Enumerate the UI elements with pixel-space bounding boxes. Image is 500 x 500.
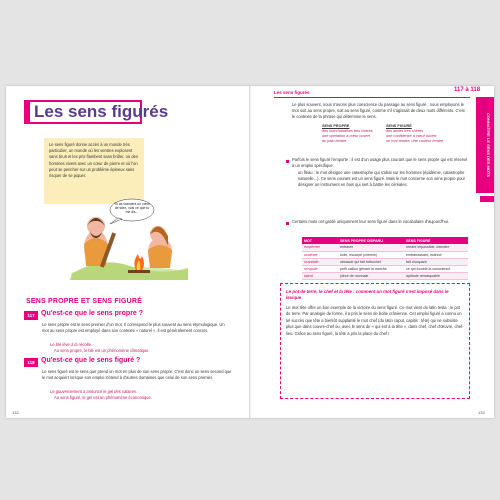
info-box-title: Le pot de terre, le chef et la tête : comment un mot figuré s'est imposé dans le lexique [286,289,449,300]
table-cell: rendre impossible, interdire [404,244,468,251]
section-range: 117 à 118 [454,87,481,93]
mini-cell: une opération à cœur ouvert [322,134,370,138]
table-cell: talent [302,272,338,279]
example-117: Le blé lève à la récolte. [50,342,93,347]
example-note-117: Au sens propre, le blé est un phénomène climatique. [54,348,150,353]
table-cell: scrupule [302,265,338,272]
intro-box: Le sens figuré donne accès à un monde très particulier, un monde où les ventres explosent sans bruit et les prix flambent sans brûler, où des hommes vivent avec un cœur de pierre et où l'on peut se pencher sur un problème épineux sans risquer de se piquer. [44,138,144,204]
table-cell: entraver [338,244,404,251]
table-cell: fait choquant [404,258,468,265]
mini-head-figurative: SENS FIGURÉ [386,124,412,128]
table-cell: empêcher [302,244,338,251]
mini-cell: une confidence à cœur ouvert [386,134,437,138]
paragraph-1: Le plus souvent, nous n'avons plus conscience du passage au sens figuré : nous employons le mot soit au sens propre, soit au sens figuré, comme s'il s'agissait de deux mots différents. C'est le contexte de la phrase qui détermine le sens. [292,102,465,119]
table-row [302,251,468,258]
paragraph-3: Certains mots ont gardé uniquement leur sens figuré dans le vocabulaire d'aujourd'hui. [292,219,449,224]
mini-cell: un mot tendre, une couleur tendre [386,139,444,143]
bullet-marker [286,160,289,163]
table-cell: embarrassant, indirect [404,251,468,258]
table-cell: petit caillou gênant la marche [338,265,404,272]
question-number-118: 118 [24,358,38,367]
table-cell: ce qui trouble la conscience [404,265,468,272]
info-box-text: Le mot tête offre un bon exemple de la victoire du sens figuré. Ce mot vient du latin testa : le pot de terre. Par analogie de forme, il a pris le sens de boîte crânienne. Cet emploi figuré a connu un tel succès que tête a bientôt supplanté le mot chef (du latin caput, capitis : tête) qui ne subsiste plus que dans couvre-chef ou, avec le sens de « qui est à la tête », dans chef, chef d'œuvre, chef-lieu. Grâce au sens figuré, la tête a pris la place du chef ! [286,305,464,336]
left-page [6,86,250,418]
table-row [302,258,468,265]
header-rule [274,97,470,98]
section-heading: SENS PROPRE ET SENS FIGURÉ [26,298,143,305]
question-text-118: Le sens figuré est le sens que prend un mot en plus de son sens propre. C'est donc un sens second que le mot acquiert lorsque son emploi s'étend à d'autres domaines que celui de son sens premier. [42,369,232,380]
table-header-row [302,237,468,244]
right-page [250,86,494,418]
mini-cell: du pain tendre [322,139,347,143]
page-number-right: 133 [478,410,485,415]
table-cell: pièce de monnaie [338,272,404,279]
page-number-left: 132 [12,410,19,415]
mini-cell: des amies très chères [386,129,424,133]
sense-comparison-table [322,124,452,144]
running-header: Les sens figurés [274,90,310,95]
example-note-118: Au sens figuré, le gel est un phénomène économique. [54,395,152,400]
question-title-118: Qu'est-ce que le sens figuré ? [41,357,141,364]
question-title-117: Qu'est-ce que le sens propre ? [41,310,144,317]
lost-sense-table [302,237,468,280]
side-tab-label: CONNAÎTRE LE SENS DES MOTS [486,112,491,177]
table-header: MOT [302,237,338,244]
mini-cell: des marchandises très chères [322,129,373,133]
side-tab-marker [480,196,494,202]
table-header: SENS PROPRE DISPARU [338,237,404,244]
table-row [302,244,468,251]
question-text-117: Le sens propre est le sens premier d'un mot. Il correspond le plus souvent au sens étymologique. Un mot au sens propre est employé dans son contexte « naturel », il est généralement concret. [42,322,225,333]
example-118: Le gouvernement a annoncé le gel des salaires. [50,389,138,394]
bullet-marker [286,222,289,225]
mini-head-proper: SENS PROPRE [322,124,350,128]
table-cell: scandale [302,258,338,265]
page-title: Les sens figurés [34,102,169,121]
table-header: SENS FIGURÉ [404,237,468,244]
title-accent-bar [24,100,30,124]
table-row [302,265,468,272]
speech-bubble-text: Tu as vraiment un cœur de silex, vois ce que tu me dis... [114,202,150,215]
book-spread [6,86,494,418]
question-number-117: 117 [24,311,38,320]
table-cell: aptitude remarquable [404,272,468,279]
table-cell: soulever [302,251,338,258]
paragraph-2-example: un fléau : le mot désigne une catastrophe qui s'abat sur les hommes (épidémie, catastrophe naturelle...). Ce sens courant est un sens figuré. Mais le mot concerne son sens propre pour désigner un instrument en bois qui sert à battre les céréales. [298,170,466,187]
mini-table-row [322,139,452,144]
table-cell: rude, escarpé (chemin) [338,251,404,258]
table-row [302,272,468,279]
table-cell: obstacle qui fait trébucher [338,258,404,265]
paragraph-2: Parfois le sens figuré l'emporte : il est d'un usage plus courant que le sens propre qui est réservé à un emploi spécifique. [292,157,468,168]
